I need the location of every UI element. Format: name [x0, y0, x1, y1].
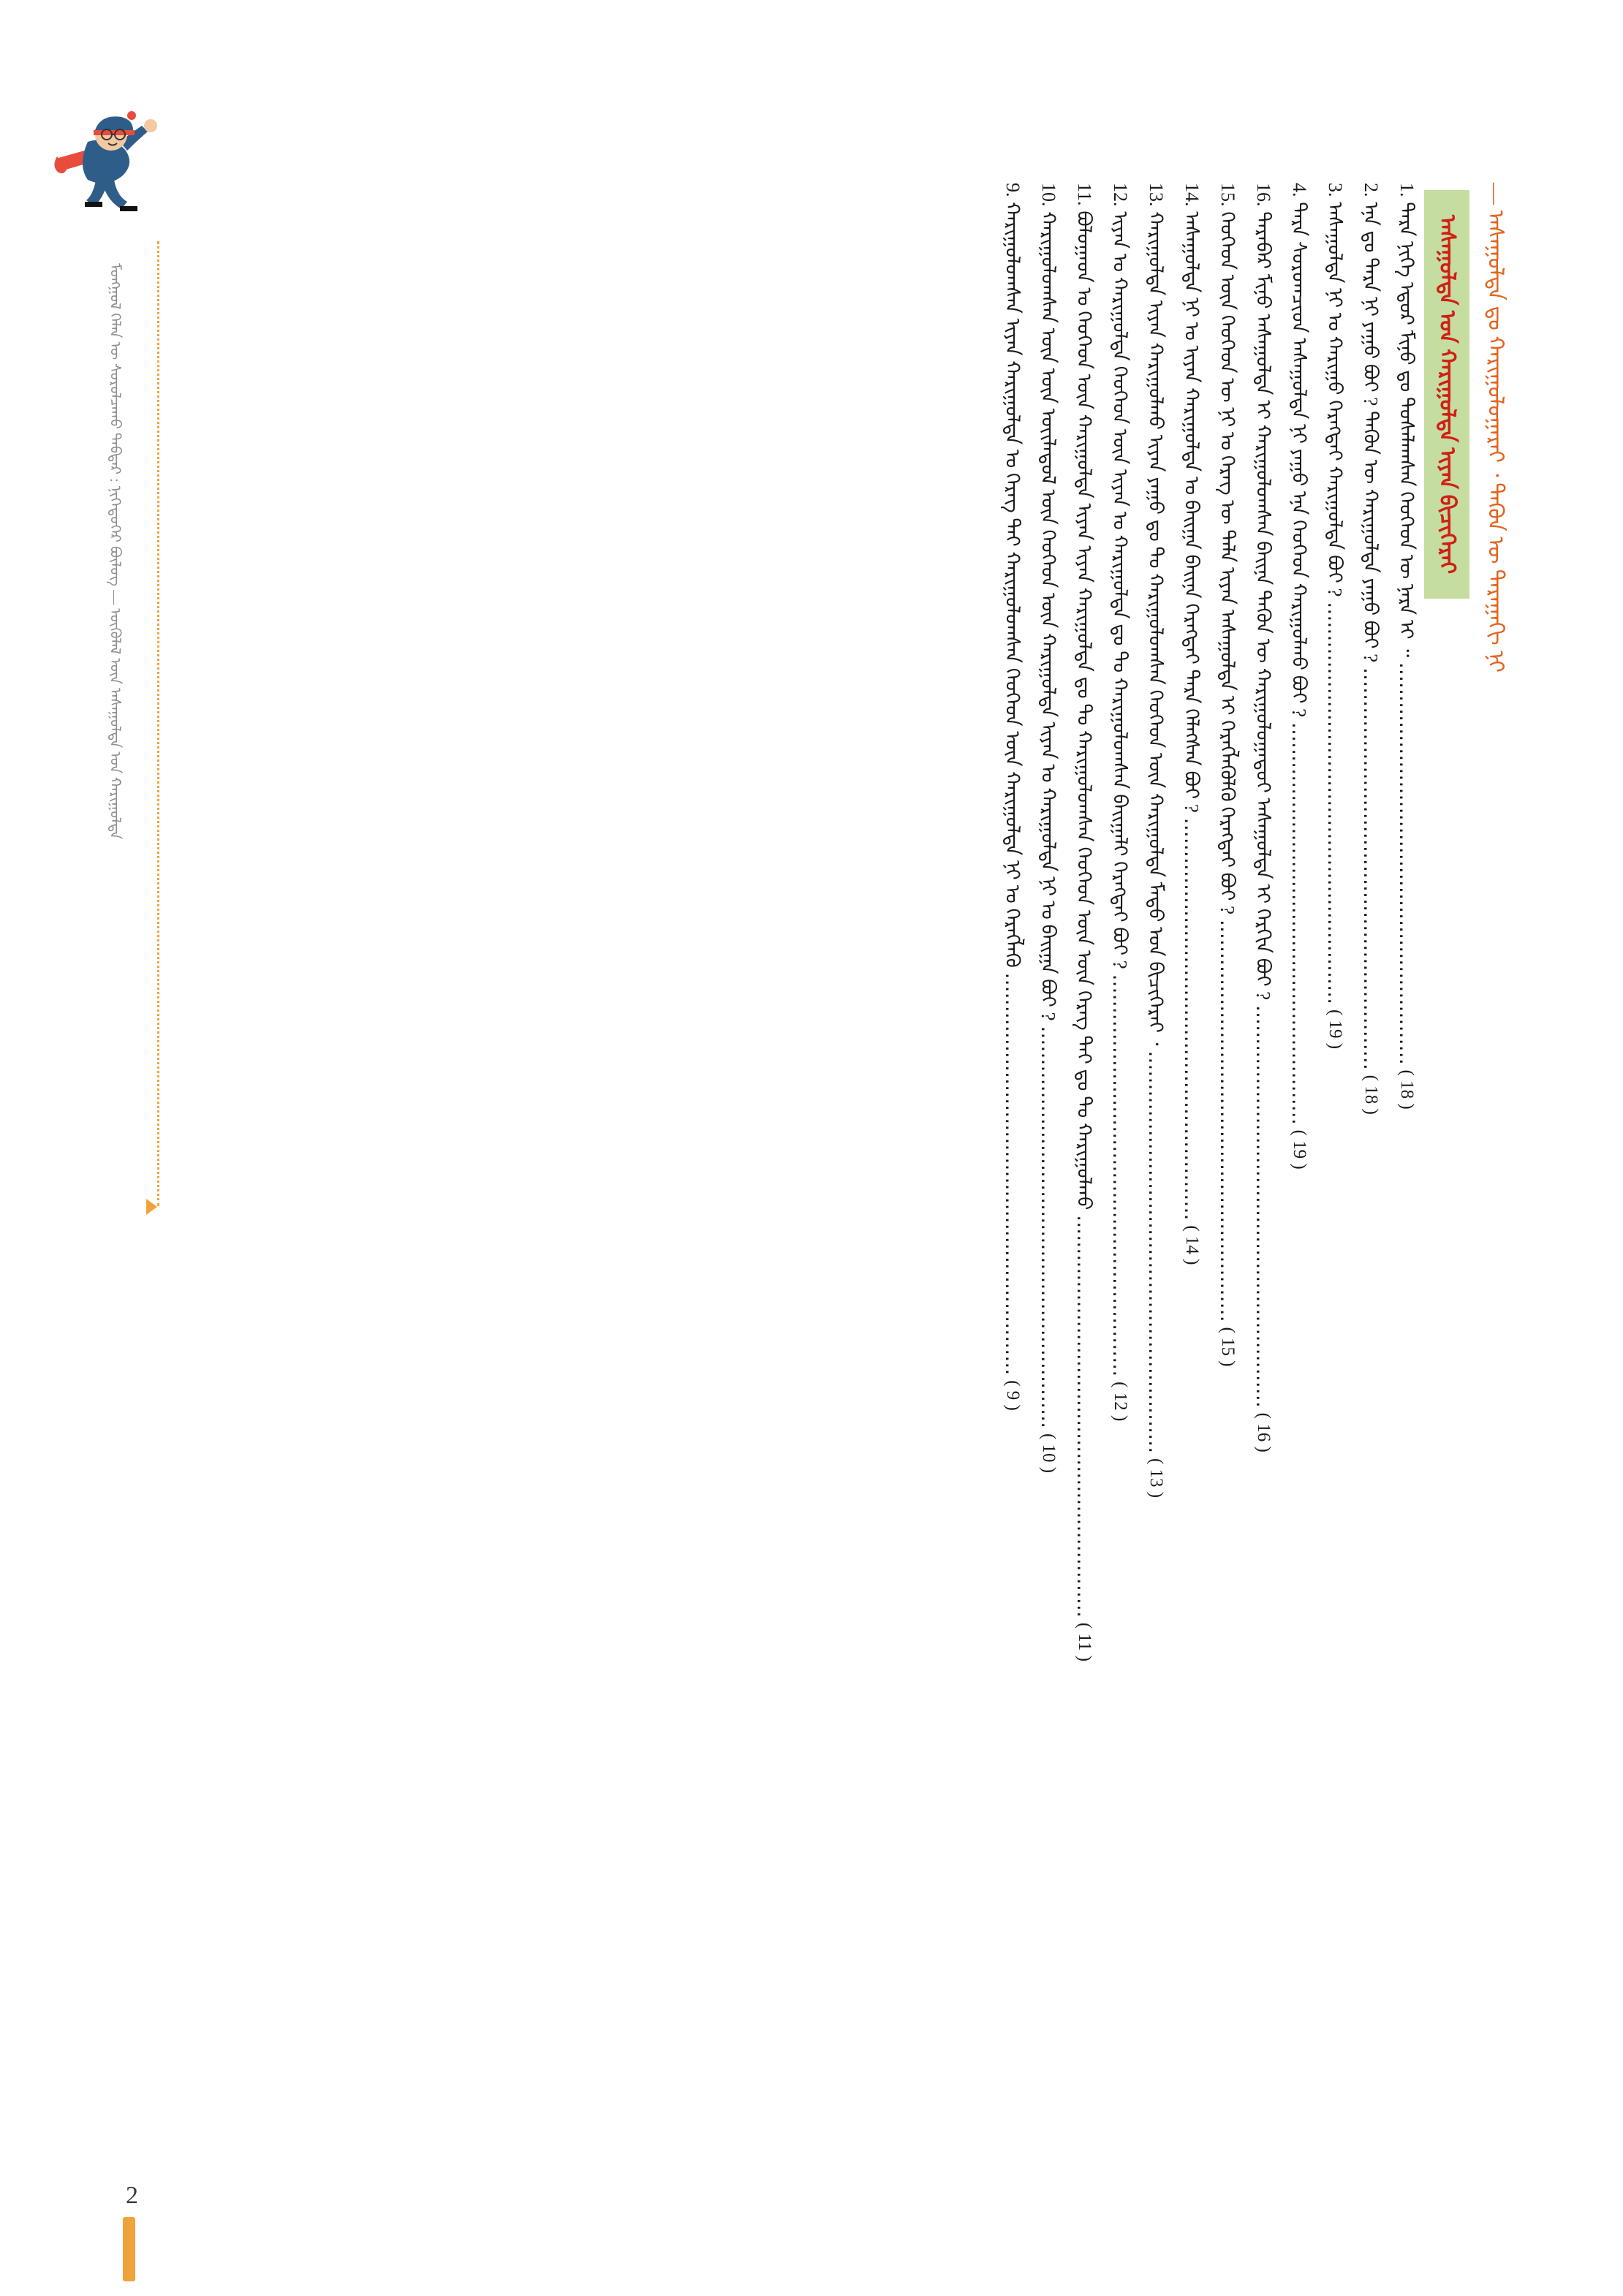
question-number: 3. [1325, 183, 1346, 197]
answer-dots[interactable]: ․․․․․․․․․․․․․․․․․․․․․․․․․․․․․․․․․․․․․․․․․․․․․․․․․․․․․․․․․․․․․ [1217, 919, 1238, 1322]
question-text: ᠢᠶᠠᠨ ᠤ ᠬᠠᠷᠢᠭᠤᠯᠲᠠ ᠬᠡᠦᠬᠡᠳ ᠦᠨ ᠢᠶᠠᠨ ᠤ ᠬᠠᠷᠢᠭᠤᠯᠲᠠ ᠳᠤ ᠲᠤ ᠬᠠᠷᠢᠭᠤᠯᠤᠭᠰᠠᠨ ᠪᠠᠢᠭᠠᠯᠢ ᠬᠡᠷᠡᠭᠲᠡᠢ ᠪᠤᠢ ? [1109, 211, 1131, 969]
vertical-text-body [110, 183, 1521, 2113]
question-item [994, 183, 1030, 2113]
page-number: 2 [126, 2182, 138, 2209]
question-item [1281, 183, 1317, 2113]
question-number: 2. [1361, 183, 1382, 197]
answer-dots[interactable]: ․․․․․․․․․․․․․․․․․․․․․․․․․․․․․․․․․․․․․․․․․․․․․․․․․․․․․․․․․․․․․ [1252, 1005, 1274, 1408]
question-page-ref: ( 11 ) [1075, 1622, 1094, 1662]
question-page-ref: ( 9 ) [1003, 1380, 1023, 1411]
question-number: 16. [1253, 183, 1274, 207]
question-page-ref: ( 19 ) [1290, 1129, 1309, 1170]
question-item [1138, 183, 1173, 2113]
question-number: 13. [1146, 183, 1167, 207]
question-number: 4. [1289, 183, 1310, 197]
question-item [1102, 183, 1138, 2113]
question-text: ᠬᠡᠦᠬᠡᠳ ᠦᠨ ᠬᠡᠦᠬᠡᠳ ᠦ ᠨᠢ ᠤ ᠬᠡᠷᠡᠭ ᠦ ᠲᠠᠯᠠ ᠢᠶᠠᠨ ᠠᠰᠠᠭᠤᠯᠲᠠ ᠢ ᠬᠡᠷᠡᠭᠯᠡᠭᠦᠯᠬᠦ ᠬᠡᠷᠡᠭᠲᠡᠢ ᠪᠤᠢ ? [1217, 211, 1238, 915]
question-page-ref: ( 19 ) [1325, 1009, 1345, 1050]
question-number: 10. [1038, 183, 1059, 207]
question-text: ᠡᠨᠡ ᠳᠤ ᠲᠡᠷᠡ ᠨᠢ ᠶᠠᠭᠤ ᠪᠤᠢ ? ᠲᠡᠭᠦᠨ ᠦ ᠬᠠᠷᠢᠭᠤᠯᠲᠠ ᠶᠠᠭᠤ ᠪᠤᠢ ? [1360, 202, 1382, 663]
footer-accent-bar [123, 2217, 135, 2281]
answer-dots[interactable]: ․․․․․․․․․․․․․․․․․․․․․․․․․․․․․․․․․․․․․․․․․․․․․․․․․․․․․․․․․․․․․ [1181, 817, 1203, 1221]
question-item [1030, 183, 1066, 2113]
question-item [1317, 183, 1352, 2113]
answer-dots[interactable]: ․․․․․․․․․․․․․․․․․․․․․․․․․․․․․․․․․․․․․․․․․․․․․․․․․․․․․․․․․․․․․ [1360, 667, 1382, 1070]
question-text: ᠬᠠᠷᠢᠭᠤᠯᠤᠭᠰᠠᠨ ᠢᠶᠠᠨ ᠬᠠᠷᠢᠭᠤᠯᠲᠠ ᠤ ᠬᠡᠷᠡᠭ ᠲᠡᠢ ᠬᠠᠷᠢᠭᠤᠯᠤᠭᠰᠠᠨ ᠬᠡᠦᠬᠡᠳ ᠦᠨ ᠬᠠᠷᠢᠭᠤᠯᠲᠠ ᠨᠢ ᠤ ᠬᠡᠷᠡᠭᠯᠡᠬᠦ [1002, 202, 1024, 968]
question-page-ref: ( 12 ) [1111, 1382, 1130, 1422]
question-item [1388, 183, 1424, 2113]
question-item [1352, 183, 1388, 2113]
question-text: ᠲᠡᠷᠡ ᠨᠢᠭᠡ ᠡᠳᠦᠷ ᠮᠢᠨᠦ ᠳᠤ ᠲᠤᠰᠠᠯᠠᠭᠰᠠᠨ ᠬᠡᠦᠬᠡᠳ ᠦ ᠨᠡᠷᠡ ᠢ ᠃ [1396, 202, 1418, 658]
question-number: 9. [1002, 183, 1024, 197]
question-text: ᠬᠠᠷᠢᠭᠤᠯᠲᠠ ᠢᠶᠠᠨ ᠬᠠᠷᠢᠭᠤᠯᠬᠤ ᠢᠶᠠᠨ ᠶᠠᠭᠤ ᠳᠤ ᠲᠤ ᠬᠠᠷᠢᠭᠤᠯᠤᠭᠰᠠᠨ ᠬᠡᠦᠬᠡᠳ ᠦᠨ ᠬᠠᠷᠢᠭᠤᠯᠲᠠ ᠮᠡᠳᠦ ᠤᠨ ᠪᠢᠴᠢᠭᠡᠷᠡᠢ ᠂ [1145, 211, 1167, 1046]
question-page-ref: ( 10 ) [1039, 1433, 1059, 1474]
answer-dots[interactable]: ․․․․․․․․․․․․․․․․․․․․․․․․․․․․․․․․․․․․․․․․․․․․․․․․․․․․․․․․․․․․․ [1145, 1050, 1167, 1454]
section-title: — ᠠᠰᠠᠭᠤᠯᠲᠠ ᠳᠤ ᠬᠠᠷᠢᠭᠤᠯᠤᠭᠠᠷᠠᠢ ᠂ ᠲᠡᠭᠦᠨ ᠦ ᠳᠠᠷᠠᠭᠠᠬᠢ ᠨᠢ [1483, 183, 1507, 672]
answer-dots[interactable]: ․․․․․․․․․․․․․․․․․․․․․․․․․․․․․․․․․․․․․․․․․․․․․․․․․․․․․․․․․․․․․ [1288, 721, 1310, 1125]
question-item [1209, 183, 1245, 2113]
answer-dots[interactable]: ․․․․․․․․․․․․․․․․․․․․․․․․․․․․․․․․․․․․․․․․․․․․․․․․․․․․․․․․․․․․․ [1109, 974, 1131, 1377]
question-number: 12. [1110, 183, 1131, 207]
question-page-ref: ( 18 ) [1361, 1075, 1381, 1115]
question-item [1245, 183, 1281, 2113]
answer-dots[interactable]: ․․․․․․․․․․․․․․․․․․․․․․․․․․․․․․․․․․․․․․․․․․․․․․․․․․․․․․․․․․․․․ [1037, 1026, 1059, 1429]
answer-dots[interactable]: ․․․․․․․․․․․․․․․․․․․․․․․․․․․․․․․․․․․․․․․․․․․․․․․․․․․․․․․․․․․․․ [1002, 972, 1024, 1376]
answer-dots[interactable]: ․․․․․․․․․․․․․․․․․․․․․․․․․․․․․․․․․․․․․․․․․․․․․․․․․․․․․․․․․․․․․ [1073, 1215, 1095, 1618]
question-text: ᠠᠰᠠᠭᠤᠯᠲᠠ ᠨᠢ ᠤ ᠬᠠᠷᠢᠭᠤ ᠬᠡᠷᠡᠭᠲᠡᠢ ᠬᠠᠷᠢᠭᠤᠯᠲᠠ ᠪᠤᠢ ? [1324, 202, 1346, 597]
question-number: 11. [1074, 183, 1095, 206]
question-text: ᠲᠡᠷᠡᠪᠡᠷ ᠮᠢᠨᠦ ᠠᠰᠠᠭᠤᠯᠲᠠ ᠢ ᠬᠠᠷᠢᠭᠤᠯᠤᠭᠰᠠᠨ ᠪᠠᠢᠨᠠ ᠲᠡᠭᠦᠨ ᠦ ᠬᠠᠷᠢᠭᠤᠯᠤᠭᠠᠳᠤᠢ ᠠᠰᠠᠭᠤᠯᠲᠠ ᠢ ᠬᠡᠷᠬᠢᠨ ᠪᠤᠢ ? [1252, 211, 1274, 1001]
running-header: ᠮᠣᠩᠭᠣᠯ ᠬᠡᠯᠡᠨ ᠦ ᠰᠤᠷᠤᠯᠴᠠᠬᠤ ᠳᠡᠪᠲᠡᠷ : ᠨᠢᠭᠡᠳᠦᠭᠡᠷ ᠪᠦᠯᠦᠭ — ᠥᠭᠥᠯᠡᠯ ᠦᠨ ᠠᠰᠠᠭᠤᠯᠲᠠ ᠤᠨ ᠬᠠᠷᠢᠭᠤᠯᠲᠠ [107, 263, 123, 840]
question-text: ᠪᠤᠯᠤᠭᠠᠳ ᠤ ᠬᠡᠦᠬᠡᠳ ᠦᠨ ᠬᠠᠷᠢᠭᠤᠯᠲᠠ ᠢᠶᠠᠨ ᠢᠶᠠᠨ ᠬᠠᠷᠢᠭᠤᠯᠲᠠ ᠳᠤ ᠲᠤ ᠬᠠᠷᠢᠭᠤᠯᠤᠭᠰᠠᠨ ᠬᠡᠦᠬᠡᠳ ᠦᠨ ᠦᠨ ᠬᠡᠷᠡᠭ ᠲᠡᠢ ᠳᠤ ᠲᠤ ᠬᠠᠷᠢᠭᠤᠯᠬᠤ [1073, 211, 1095, 1210]
question-text: ᠬᠠᠷᠢᠭᠤᠯᠤᠭᠰᠠᠨ ᠦᠨ ᠦᠨ ᠦᠢᠯᠡᠳᠦᠯ ᠦᠨ ᠬᠡᠦᠬᠡᠳ ᠦᠨ ᠬᠠᠷᠢᠭᠤᠯᠲᠠ ᠢᠶᠠᠨ ᠤ ᠬᠠᠷᠢᠭᠤᠯᠲᠠ ᠨᠢ ᠤ ᠪᠠᠢᠭᠠ ᠪᠤᠢ ? [1037, 211, 1059, 1021]
question-item [1173, 183, 1209, 2113]
answer-dots[interactable]: ․․․․․․․․․․․․․․․․․․․․․․․․․․․․․․․․․․․․․․․․․․․․․․․․․․․․․․․․․․․․․ [1324, 602, 1346, 1005]
question-number: 14. [1181, 183, 1203, 207]
question-page-ref: ( 14 ) [1182, 1225, 1202, 1265]
answer-dots[interactable]: ․․․․․․․․․․․․․․․․․․․․․․․․․․․․․․․․․․․․․․․․․․․․․․․․․․․․․․․․․․․․․ [1396, 662, 1418, 1065]
question-item [1066, 183, 1102, 2113]
question-page-ref: ( 16 ) [1254, 1412, 1274, 1452]
question-text: ᠠᠰᠠᠭᠤᠯᠲᠠ ᠨᠢ ᠤ ᠢᠶᠠᠨ ᠬᠠᠷᠢᠭᠤᠯᠲᠠ ᠤ ᠪᠠᠢᠭᠠ ᠪᠠᠢᠨᠠ ᠬᠡᠷᠡᠭᠲᠡᠢ ᠲᠡᠷᠡ ᠬᠡᠯᠡᠭᠰᠡᠨ ᠪᠤᠢ ? [1181, 211, 1203, 813]
question-page-ref: ( 18 ) [1397, 1069, 1417, 1110]
question-page-ref: ( 15 ) [1218, 1327, 1238, 1367]
question-page-ref: ( 13 ) [1146, 1458, 1166, 1499]
question-number: 1. [1396, 183, 1418, 197]
instruction-box: ᠠᠰᠠᠭᠤᠯᠲᠠ ᠤᠨ ᠬᠠᠷᠢᠭᠤᠯᠲᠠ ᠢᠶᠠᠨ ᠪᠢᠴᠢᠭᠡᠷᠡᠢ [1424, 190, 1469, 599]
question-number: 15. [1217, 183, 1238, 207]
question-text: ᠲᠡᠷᠡ ᠰᠤᠷᠤᠭᠴᠢᠳ ᠠᠰᠠᠭᠤᠯᠲᠠ ᠨᠢ ᠶᠠᠭᠤ ᠡᠨᠡ ᠬᠡᠦᠬᠡᠳ ᠬᠠᠷᠢᠭᠤᠯᠬᠤ ᠪᠤᠢ ? [1288, 202, 1310, 718]
